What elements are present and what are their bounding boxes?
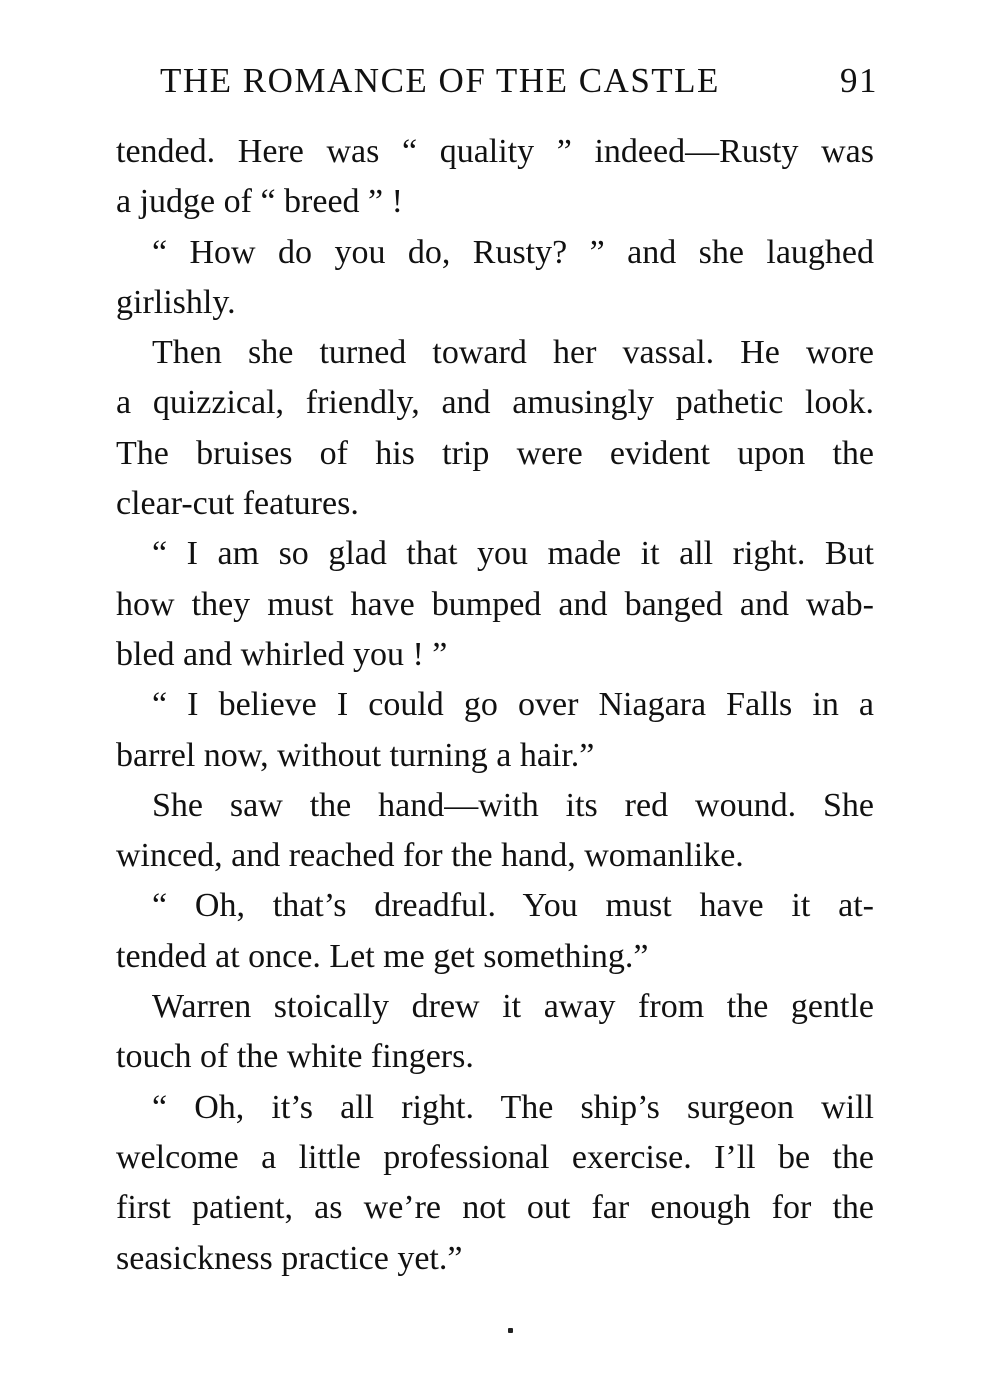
text-line: tended. Here was “ quality ” indeed—Rusty was bbox=[116, 133, 874, 170]
text-line: “ I am so glad that you made it all right. But bbox=[152, 535, 874, 573]
text-line: bled and whirled you ! ” bbox=[116, 635, 448, 673]
text-line: a judge of “ breed ” ! bbox=[116, 183, 403, 221]
running-title: THE ROMANCE OF THE CASTLE bbox=[160, 61, 720, 100]
text-line: “ I believe I could go over Niagara Falls in a bbox=[152, 686, 874, 724]
text-line: first patient, as we’re not out far enough for the bbox=[116, 1189, 874, 1227]
text-line: clear-cut features. bbox=[116, 485, 359, 523]
text-line: welcome a little professional exercise. I’ll be the bbox=[116, 1138, 874, 1176]
text-line: “ Oh, that’s dreadful. You must have it at- bbox=[152, 887, 874, 925]
text-line: how they must have bumped and banged and wab- bbox=[116, 585, 874, 623]
body-text bbox=[116, 127, 874, 1284]
text-line: Then she turned toward her vassal. He wore bbox=[152, 334, 874, 372]
text-line: barrel now, without turning a hair.” bbox=[116, 736, 595, 774]
text-line: The bruises of his trip were evident upon the bbox=[116, 434, 874, 472]
text-line: seasickness practice yet.” bbox=[116, 1239, 463, 1277]
page-number: 91 bbox=[840, 61, 878, 100]
text-line: “ Oh, it’s all right. The ship’s surgeon will bbox=[152, 1088, 874, 1126]
text-line: touch of the white fingers. bbox=[116, 1038, 474, 1076]
text-line: Warren stoically drew it away from the gentle bbox=[152, 988, 874, 1026]
text-line: tended at once. Let me get something.” bbox=[116, 937, 649, 975]
text-line: girlishly. bbox=[116, 283, 236, 321]
text-line: “ How do you do, Rusty? ” and she laughed bbox=[152, 233, 874, 271]
printer-mark bbox=[508, 1328, 513, 1333]
text-line: a quizzical, friendly, and amusingly pathetic look. bbox=[116, 384, 874, 422]
text-line: She saw the hand—with its red wound. She bbox=[152, 786, 874, 824]
text-line: winced, and reached for the hand, womanlike. bbox=[116, 837, 744, 875]
running-header bbox=[160, 58, 878, 104]
